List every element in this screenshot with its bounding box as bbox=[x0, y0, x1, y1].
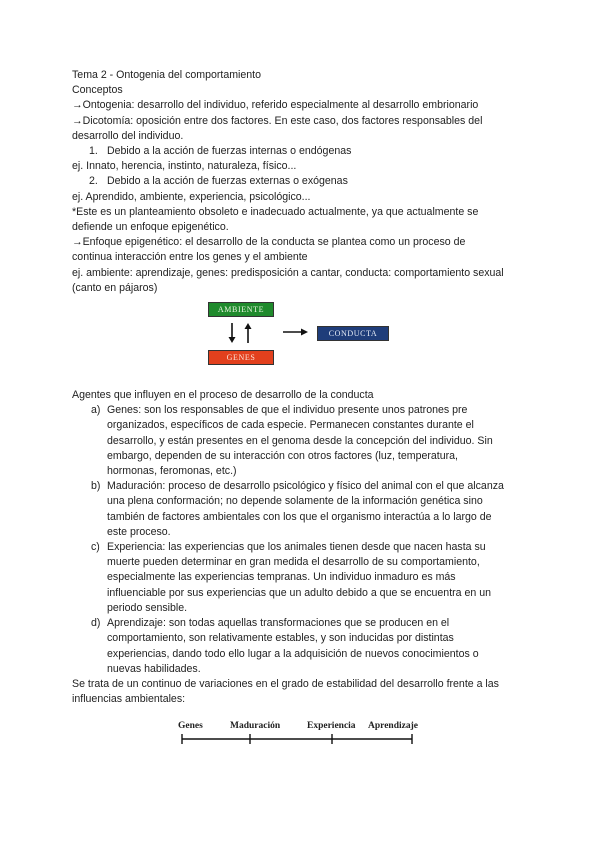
agent-text: este proceso. bbox=[107, 525, 171, 538]
concept-dicotomia-line2: desarrollo del individuo. bbox=[72, 129, 184, 142]
agent-item-line bbox=[72, 540, 532, 555]
agent-text: influenciable por sus experiencias que un adulto debido a que se encuentra en un bbox=[107, 586, 492, 599]
agent-text: periodo sensible. bbox=[107, 601, 188, 614]
agent-item-line bbox=[72, 555, 532, 570]
interaction-diagram bbox=[72, 298, 532, 388]
agent-text: experiencias, dando todo ello lugar a la adquisición de nuevos conocimientos o bbox=[107, 647, 479, 660]
list-marker: a) bbox=[91, 404, 101, 417]
document-page bbox=[72, 68, 532, 773]
agents-list bbox=[72, 403, 532, 677]
scale-label-maduracion: Maduración bbox=[230, 721, 281, 732]
agent-text: muerte pueden determinar en gran medida el desarrollo de su comportamiento, bbox=[107, 556, 480, 569]
page-title: Tema 2 - Ontogenia del comportamiento bbox=[72, 69, 262, 81]
list-item bbox=[72, 144, 532, 159]
list-marker: b) bbox=[91, 480, 101, 493]
agent-text: Maduración: proceso de desarrollo psicológico y físico del animal con el que alcanza bbox=[107, 480, 504, 493]
concept-ontogenia: →Ontogenia: desarrollo del individuo, referido especialmente al desarrollo embrionario bbox=[72, 99, 479, 112]
agent-item-line bbox=[72, 434, 532, 449]
list-text: Debido a la acción de fuerzas internas o endógenas bbox=[107, 145, 352, 158]
agent-text: hormonas, feromonas, etc.) bbox=[107, 465, 237, 478]
agent-item-line bbox=[72, 662, 532, 677]
concept-dicotomia-line1: →Dicotomía: oposición entre dos factores. En este caso, dos factores responsables del bbox=[72, 114, 483, 127]
example-line1: ej. ambiente: aprendizaje, genes: predisposición a cantar, conducta: comportamiento sexual bbox=[72, 266, 504, 279]
agent-item-line bbox=[72, 510, 532, 525]
ambiente-box: AMBIENTE bbox=[208, 302, 274, 317]
genes-box: GENES bbox=[208, 350, 274, 365]
list-number: 1. bbox=[89, 145, 98, 158]
agent-item-line bbox=[72, 403, 532, 418]
conclusion-line1: Se trata de un continuo de variaciones en el grado de estabilidad del desarrollo frente a las bbox=[72, 677, 499, 690]
agent-text: desarrollo, y están presentes en el genoma desde la concepción del individuo. Sin bbox=[107, 434, 493, 447]
agent-text: también de factores ambientales con los que el organismo interactúa a lo largo de bbox=[107, 510, 492, 523]
section-heading: Conceptos bbox=[72, 84, 123, 97]
agent-item-line bbox=[72, 494, 532, 509]
list-item bbox=[72, 174, 532, 189]
example-exogenous: ej. Aprendido, ambiente, experiencia, psicológico... bbox=[72, 190, 311, 203]
agent-text: organizados, específicos de cada especie. Permanecen constantes durante el bbox=[107, 419, 474, 432]
agent-text: una plena conformación; no depende solamente de la información genética sino bbox=[107, 495, 483, 508]
agent-item-line bbox=[72, 525, 532, 540]
agents-section bbox=[72, 388, 532, 707]
agent-item-line bbox=[72, 449, 532, 464]
scale-line bbox=[72, 713, 532, 773]
scale-label-aprendizaje: Aprendizaje bbox=[368, 721, 418, 732]
agent-item-line bbox=[72, 586, 532, 601]
continuum-scale bbox=[72, 713, 532, 773]
agent-text: embargo, dependen de su interacción con otros factores (luz, temperatura, bbox=[107, 449, 458, 462]
scale-label-experiencia: Experiencia bbox=[307, 721, 356, 732]
scale-label-genes: Genes bbox=[178, 721, 203, 732]
diagram-arrows bbox=[72, 298, 532, 388]
epigenetic-line1: →Enfoque epigenético: el desarrollo de la conducta se plantea como un proceso de bbox=[72, 236, 466, 249]
list-text: Debido a la acción de fuerzas externas o exógenas bbox=[107, 175, 348, 188]
agent-item-line bbox=[72, 601, 532, 616]
arrow-up-icon bbox=[245, 323, 252, 343]
agent-text: nuevas habilidades. bbox=[107, 662, 201, 675]
agents-intro: Agentes que influyen en el proceso de desarrollo de la conducta bbox=[72, 389, 374, 402]
list-number: 2. bbox=[89, 175, 98, 188]
arrow-down-icon bbox=[229, 323, 236, 343]
agent-item-line bbox=[72, 631, 532, 646]
agent-item-line bbox=[72, 464, 532, 479]
agent-item-line bbox=[72, 418, 532, 433]
epigenetic-line2: continua interacción entre los genes y el ambiente bbox=[72, 251, 308, 264]
list-marker: d) bbox=[91, 617, 101, 630]
agent-text: Aprendizaje: son todas aquellas transformaciones que se producen en el bbox=[107, 617, 450, 630]
agent-text: Genes: son los responsables de que el individuo presente unos patrones pre bbox=[107, 404, 468, 417]
agent-text: Experiencia: las experiencias que los animales tienen desde que nacen hasta su bbox=[107, 541, 486, 554]
example-line2: (canto en pájaros) bbox=[72, 281, 158, 294]
conducta-box: CONDUCTA bbox=[317, 326, 389, 341]
agent-item-line bbox=[72, 570, 532, 585]
example-endogenous: ej. Innato, herencia, instinto, naturaleza, físico... bbox=[72, 160, 297, 173]
list-marker: c) bbox=[91, 541, 100, 554]
agent-item-line bbox=[72, 479, 532, 494]
agent-text: especialmente las experiencias tempranas. Un individuo inmaduro es más bbox=[107, 571, 456, 584]
agent-item-line bbox=[72, 616, 532, 631]
note-line2: defiende un enfoque epigenético. bbox=[72, 221, 229, 234]
arrow-right-icon bbox=[283, 329, 308, 336]
conclusion-line2: influencias ambientales: bbox=[72, 693, 186, 706]
agent-text: comportamiento, son relativamente estables, y son inducidas por distintas bbox=[107, 632, 454, 645]
agent-item-line bbox=[72, 647, 532, 662]
note-line1: *Este es un planteamiento obsoleto e inadecuado actualmente, ya que actualmente se bbox=[72, 205, 479, 218]
